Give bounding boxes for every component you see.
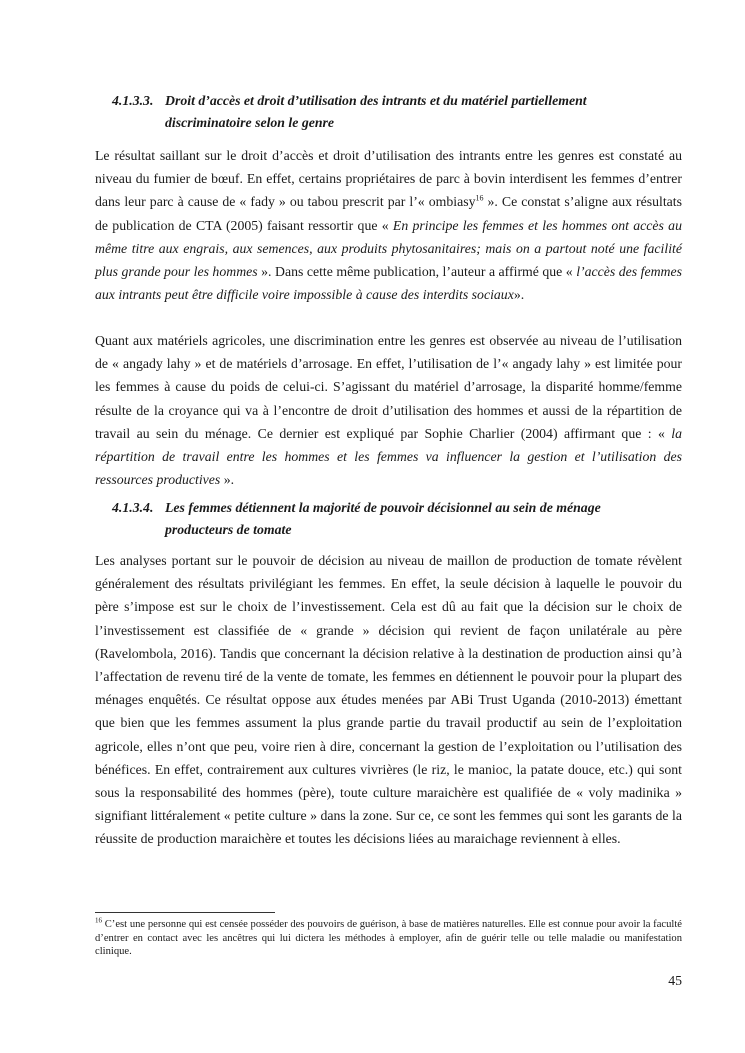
footnote-reference: 16 (475, 193, 484, 203)
page-number: 45 (668, 973, 682, 988)
paragraph-text: ». (220, 472, 235, 488)
section-title-line2: producteurs de tomate (165, 522, 292, 537)
paragraph-text: ». Dans cette même publication, l’auteur a affirmé que « (257, 264, 577, 280)
paragraph-inputs-access (95, 144, 682, 306)
paragraph-agricultural-materials (95, 329, 682, 491)
section-number: 4.1.3.4. (112, 500, 154, 515)
footnote-separator (95, 912, 275, 913)
footnote-text: C’est une personne qui est censée posséder des pouvoirs de guérison, à base de matières naturelles. Elle est connue pour avoir la faculté d’entrer en contact avec les ancêtres qui lui dictera les méthodes à employer, afin de guérir telle ou telle maladie ou manifestation clinique. (95, 919, 682, 958)
section-title-line1: Droit d’accès et droit d’utilisation des intrants et du matériel partiellement (165, 93, 587, 108)
paragraph-text: ». (513, 287, 525, 303)
paragraph-text: Quant aux matériels agricoles, une discrimination entre les genres est observée au niveau de l’utilisation de « angady lahy » et de matériels d’arrosage. En effet, l’utilisation de l’« angady lahy » est limitée pour les femmes à cause du poids de celui-ci. S’agissant du matériel d’arrosage, la disparité homme/femme résulte de la croyance qui va à l’encontre de droit d’utilisation des hommes et aussi de la répartition de travail au sein du ménage. Ce dernier est expliqué par Sophie Charlier (2004) affirmant que : « (95, 333, 682, 441)
footnote-marker: 16 (95, 916, 102, 925)
section-title-line1: Les femmes détiennent la majorité de pouvoir décisionnel au sein de ménage (165, 500, 601, 515)
section-heading-4-1-3-3 (112, 90, 682, 134)
quotation-charlier: la répartition de travail entre les hommes et les femmes va influencer la gestion et l’utilisation des ressources productives (95, 425, 682, 488)
quotation-cta: En principe les femmes et les hommes ont accès au même titre aux engrais, aux semences, aux produits phytosanitaires; mais on a partout noté une facilité plus grande pour les hommes (95, 217, 682, 280)
section-number: 4.1.3.3. (112, 93, 154, 108)
paragraph-text: Le résultat saillant sur le droit d’accès et droit d’utilisation des intrants entre les genres est constaté au niveau du fumier de bœuf. En effet, certains propriétaires de parc à bovin interdisent les femmes d’entrer dans leur parc à cause de « fady » ou tabou prescrit par l’« ombiasy (95, 148, 682, 210)
paragraph-text: ». Ce constat s’aligne aux résultats de publication de CTA (2005) faisant ressortir que « (95, 194, 682, 233)
section-heading-4-1-3-4 (112, 497, 682, 541)
footnote-16 (95, 918, 682, 959)
quotation-author: l’accès des femmes aux intrants peut être difficile voire impossible à cause des interdits sociaux (95, 264, 682, 303)
section-title-line2: discriminatoire selon le genre (165, 115, 335, 130)
paragraph-decision-power: Les analyses portant sur le pouvoir de décision au niveau de maillon de production de tomate révèlent généralement des résultats privilégiant les femmes. En effet, la seule décision à laquelle le pouvoir du père s’impose est sur le choix de l’investissement. Cela est dû au fait que la décision sur le choix de l’investissement est classifiée de « grande » décision qui revient de façon unilatérale au père (Ravelombola, 2016). Tandis que concernant la décision relative à la destination de production ainsi qu’à l’affectation de revenu tiré de la vente de tomate, les femmes en détiennent le pouvoir pour la plupart des ménages enquêtés. Ce résultat oppose aux études menées par ABi Trust Uganda (2010-2013) émettant que bien que les femmes assument la plus grande partie du travail productif au sein de l’exploitation agricole, elles n’ont que peu, voire rien à dire, concernant la gestion de l’exploitation ou l’utilisation des bénéfices. En effet, contrairement aux cultures vivrières (le riz, le manioc, la patate douce, etc.) qui sont sous la responsabilité des hommes (père), toute culture maraichère est qualifiée de « voly madinika » signifiant littéralement « petite culture » dans la zone. Sur ce, ce sont les femmes qui sont les garants de la réussite de production maraichère et toutes les décisions liées au maraichage reviennent à elles. (95, 553, 682, 847)
